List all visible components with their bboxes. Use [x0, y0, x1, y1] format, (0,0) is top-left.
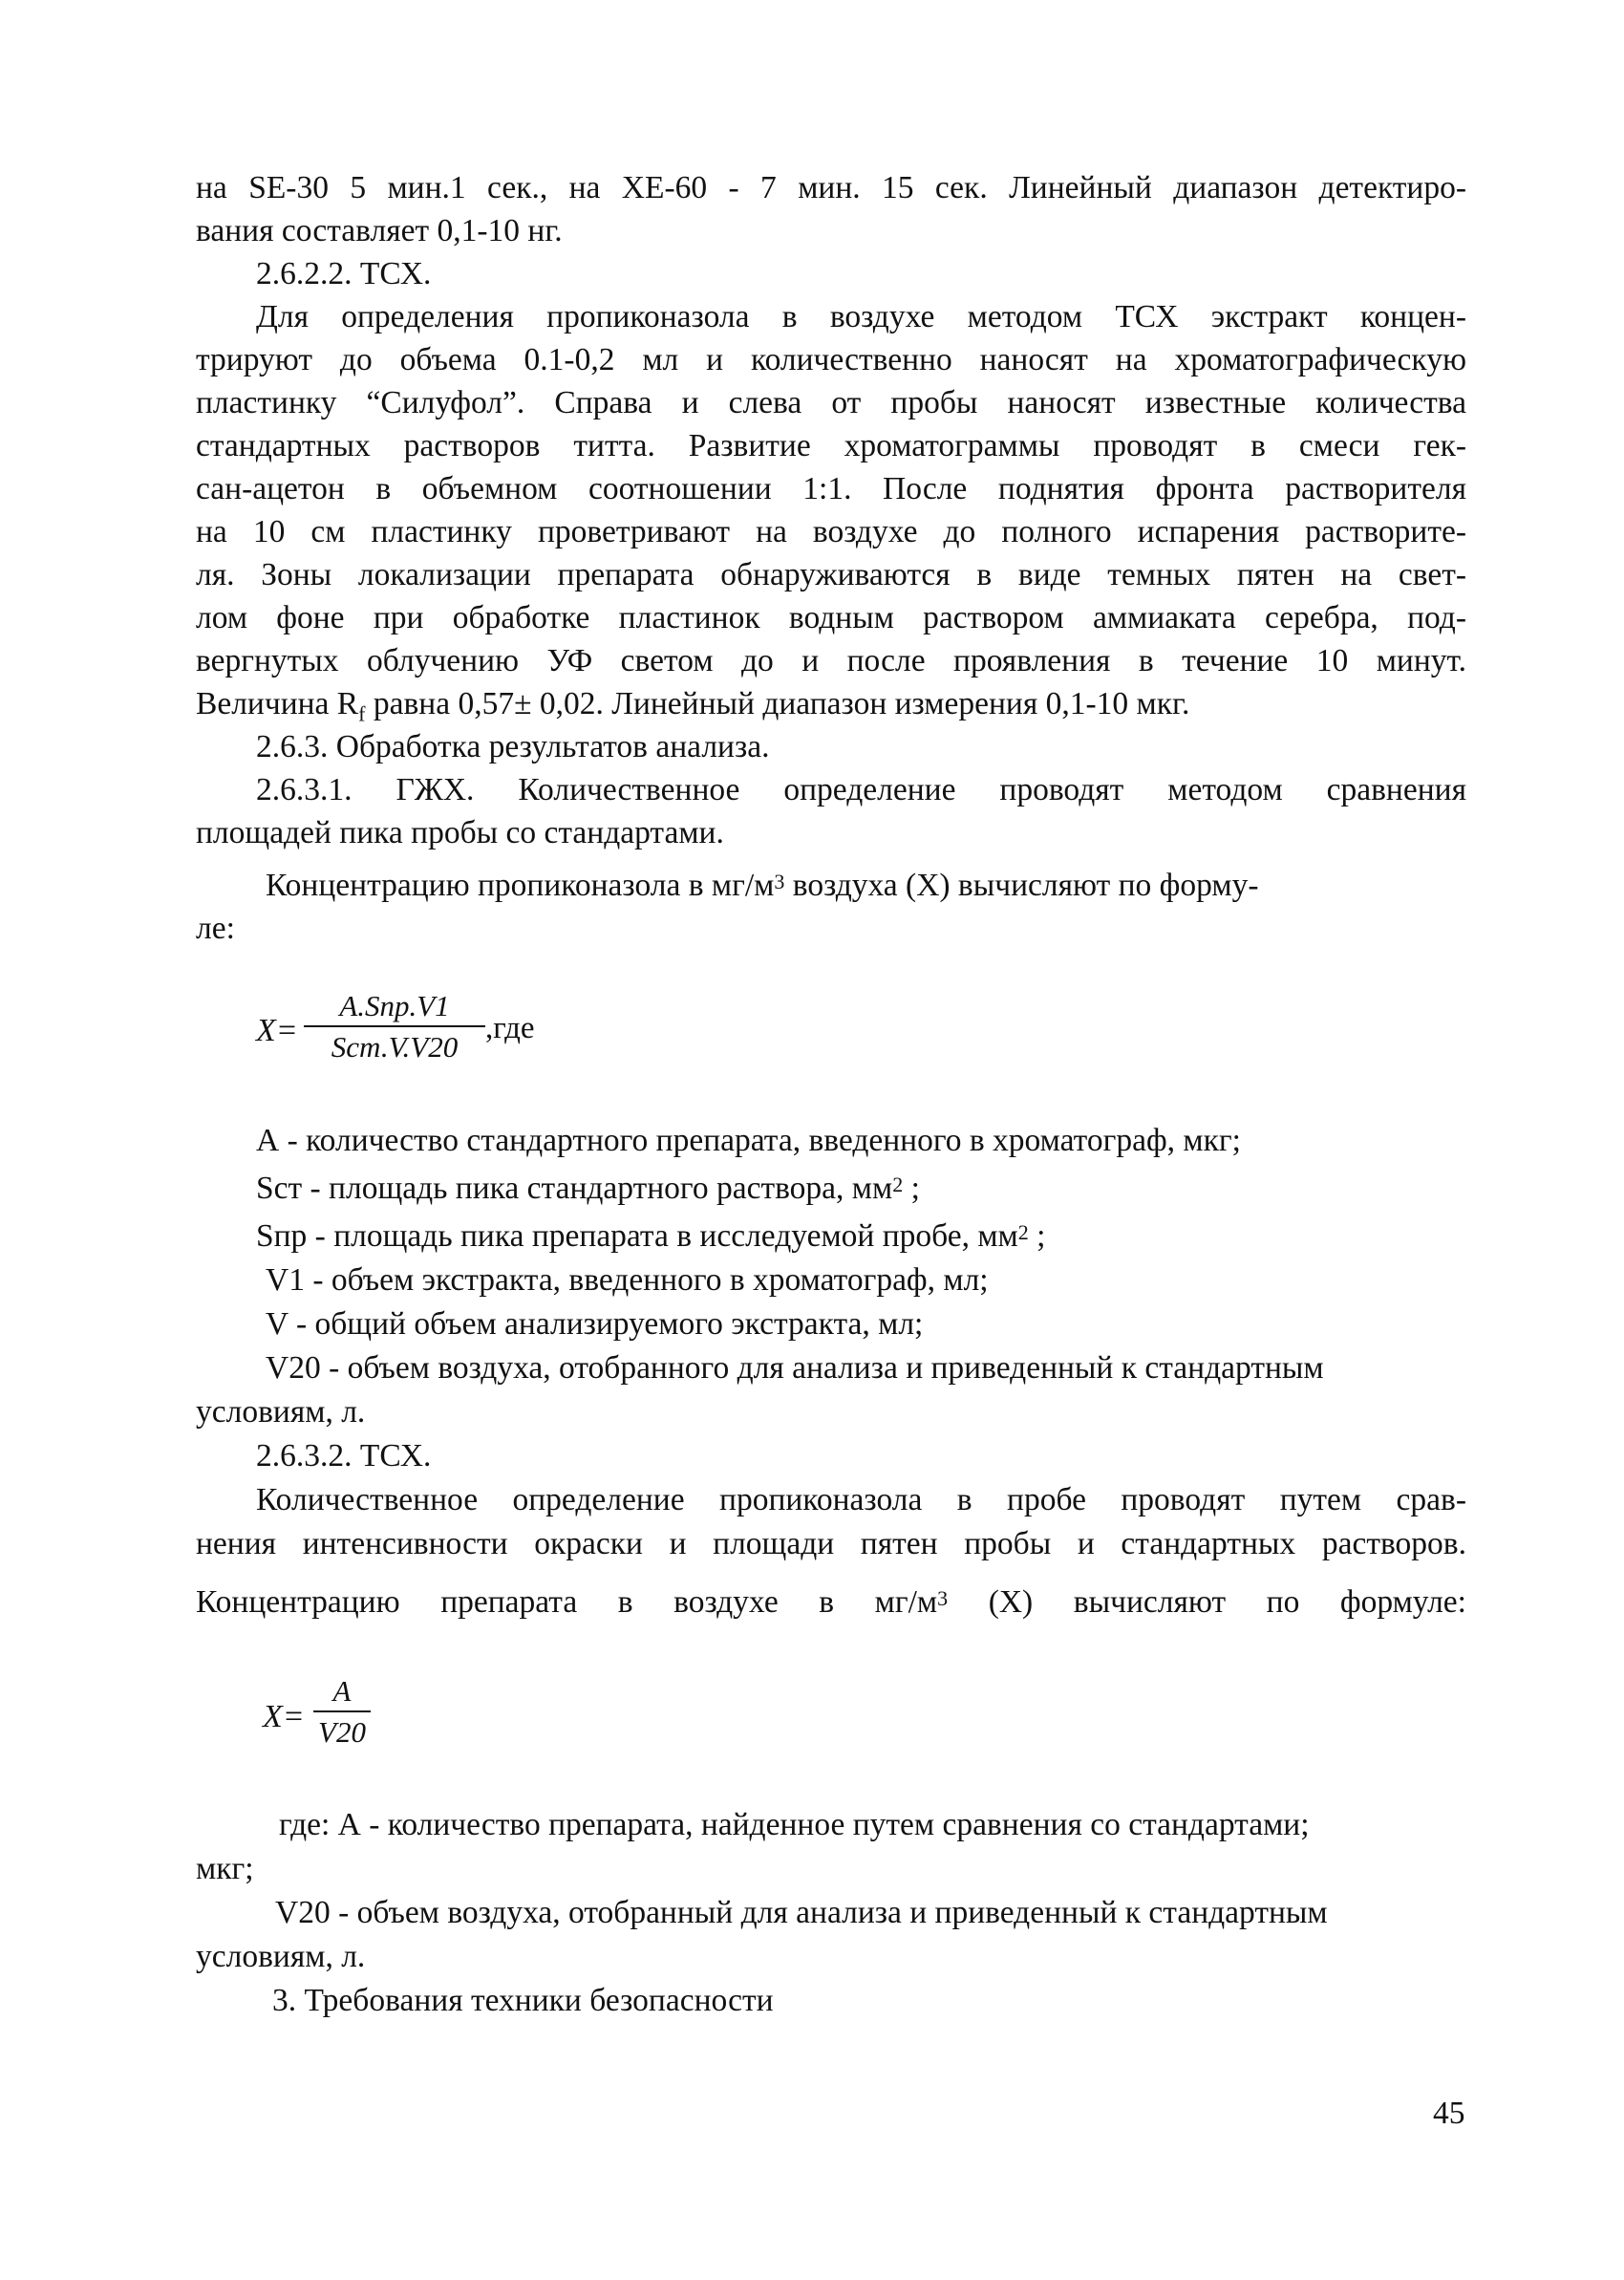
text-line: мкг;: [196, 1851, 254, 1886]
formula-numerator: A.Sпр.V1: [339, 989, 450, 1022]
text-line: стандартных растворов титта. Развитие хроматограммы проводят в смеси гек-: [196, 428, 1466, 463]
definition: А - количество стандартного препарата, введенного в хроматограф, мкг;: [256, 1123, 1241, 1158]
formula-lhs: X=: [256, 1013, 298, 1048]
text-line: пластинку “Силуфол”. Справа и слева от пробы наносят известные количества: [196, 385, 1466, 420]
text-line: на SE-30 5 мин.1 сек., на XE-60 - 7 мин. 15 сек. Линейный диапазон детектиро-: [196, 170, 1466, 205]
page-number: 45: [1433, 2096, 1465, 2131]
formula-tail: ,где: [485, 1011, 535, 1045]
definition: Sпр - площадь пика препарата в исследуемой пробе, $мм^2$ ;: [256, 1218, 1046, 1254]
fraction-bar: [304, 1025, 485, 1027]
rf-pre: Величина R: [196, 686, 359, 721]
section-heading: 2.6.2.2. ТСХ.: [256, 256, 432, 291]
rf-sub: f: [358, 701, 366, 726]
text-line: где: А - количество препарата, найденное путем сравнения со стандартами;: [279, 1807, 1310, 1842]
text-line: условиям, л.: [196, 1939, 366, 1974]
text-line: вергнутых облучению УФ светом до и после проявления в течение 10 минут.: [196, 643, 1466, 678]
definition: V20 - объем воздуха, отобранного для анализа и приведенный к стандартным: [266, 1350, 1324, 1386]
text-line: трируют до объема 0.1-0,2 мл и количественно наносят на хроматографическую: [196, 342, 1466, 377]
section-heading: 2.6.3.2. ТСХ.: [256, 1438, 432, 1473]
text-line: площадей пика пробы со стандартами.: [196, 815, 724, 850]
formula-numerator: A: [332, 1674, 352, 1708]
formula-denominator: V20: [318, 1715, 366, 1749]
text-line: сан-ацетон в объемном соотношении 1:1. После поднятия фронта растворителя: [196, 471, 1466, 506]
text-line: 2.6.3.1. ГЖХ. Количественное определение проводят методом сравнения: [256, 772, 1466, 807]
text-line: ле:: [196, 911, 235, 946]
text-line: Концентрацию пропиконазола в $мг/м^3$ воздуха (X) вычисляют по форму-: [266, 868, 1259, 903]
formula-denominator: Sст.V.V20: [331, 1030, 459, 1064]
section-heading: 3. Требования техники безопасности: [272, 1983, 774, 2018]
fraction-bar: [313, 1710, 371, 1712]
definition: Sст - площадь пика стандартного раствора, $мм^2$ ;: [256, 1171, 920, 1206]
text-line: на 10 см пластинку проветривают на воздухе до полного испарения растворите-: [196, 514, 1466, 549]
definition: V1 - объем экстракта, введенного в хроматограф, мл;: [266, 1262, 989, 1298]
rf-post: равна 0,57± 0,02. Линейный диапазон измерения 0,1-10 мкг.: [365, 686, 1190, 721]
text-line: Количественное определение пропиконазола в пробе проводят путем срав-: [256, 1482, 1466, 1517]
section-heading: 2.6.3. Обработка результатов анализа.: [256, 729, 770, 764]
text-line: нения интенсивности окраски и площади пятен пробы и стандартных растворов.: [196, 1526, 1466, 1561]
definition: V - общий объем анализируемого экстракта, мл;: [266, 1306, 924, 1342]
text-line: лом фоне при обработке пластинок водным раствором аммиаката серебра, под-: [196, 600, 1466, 635]
text-line: V20 - объем воздуха, отобранный для анализа и приведенный к стандартным: [275, 1895, 1328, 1930]
definition: условиям, л.: [196, 1394, 366, 1430]
text-line: Для определения пропиконазола в воздухе методом ТСХ экстракт концен-: [256, 299, 1466, 334]
text-line: вания составляет 0,1-10 нг.: [196, 213, 563, 248]
formula-lhs: X=: [263, 1699, 305, 1734]
text-line: Концентрацию препарата в воздухе в $мг/м^3$ (X) вычисляют по формуле:: [196, 1584, 1466, 1620]
text-line: ля. Зоны локализации препарата обнаруживаются в виде темных пятен на свет-: [196, 557, 1466, 592]
